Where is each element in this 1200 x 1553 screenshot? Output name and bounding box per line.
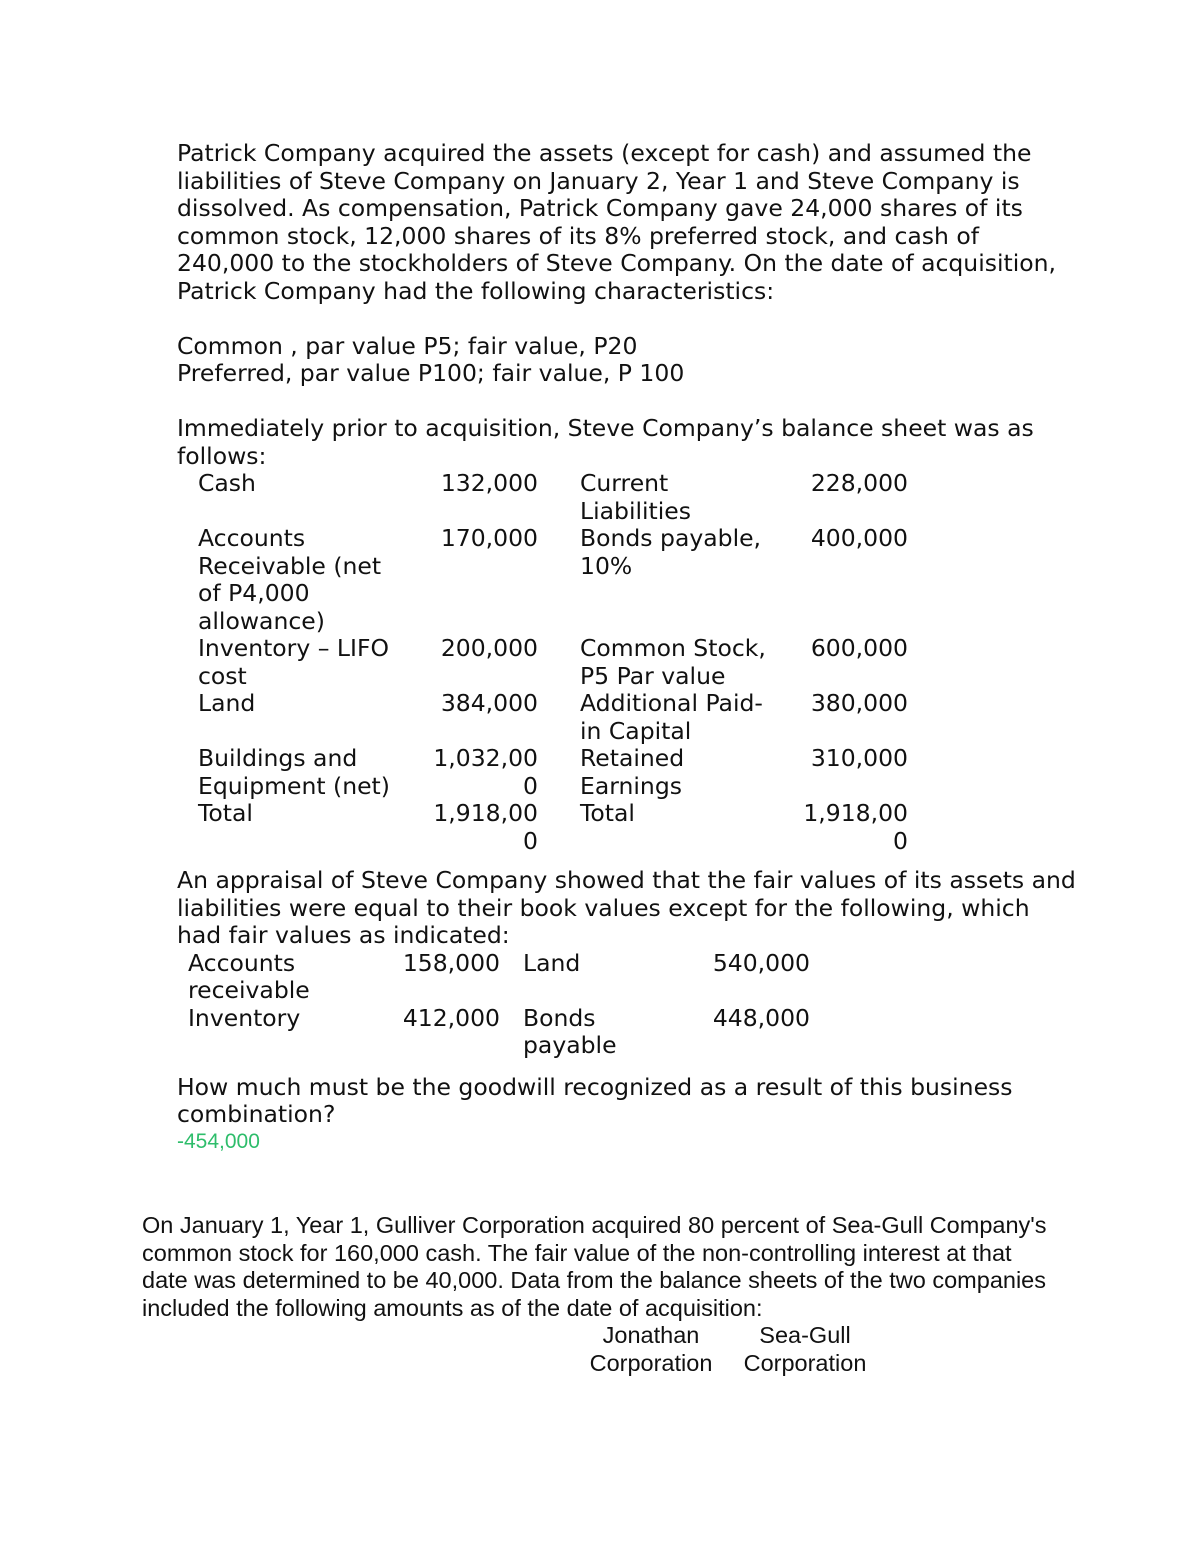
column-header-jonathan (576, 1322, 726, 1377)
table-cell: Total (198, 799, 253, 827)
column-header-line: Sea-Gull (759, 1322, 851, 1348)
table-cell: 600,000 (810, 634, 908, 662)
table-cell: Accounts Receivable (net of P4,000 allowance) (198, 524, 382, 635)
table-cell: Additional Paid-in Capital (580, 689, 763, 745)
table-cell: Buildings and Equipment (net) (198, 744, 390, 800)
table-cell: 412,000 (402, 1003, 500, 1032)
table-cell: 384,000 (440, 689, 538, 717)
column-header-line: Corporation (589, 1349, 713, 1376)
problem-1 (177, 140, 1077, 1155)
table-cell: Cash (198, 469, 256, 497)
table-cell: Bonds payable (523, 1003, 617, 1059)
table-cell: 132,000 (440, 469, 538, 497)
table-cell: Bonds payable, 10% (580, 524, 762, 580)
table-cell: Common Stock, P5 Par value (580, 634, 766, 690)
table-cell: Inventory – LIFO cost (198, 634, 389, 690)
table-cell: 310,000 (810, 744, 908, 772)
table-cell: 158,000 (402, 948, 500, 977)
table-cell: Retained Earnings (580, 744, 685, 800)
table-cell: 1,918,000 (433, 799, 538, 855)
table-cell: Accounts receivable (188, 948, 310, 1004)
table-cell: 1,918,000 (803, 799, 908, 855)
common-stock-line: Common , par value P5; fair value, P20 (177, 331, 638, 360)
table-cell: 380,000 (810, 689, 908, 717)
appraisal-intro: An appraisal of Steve Company showed that the fair values of its assets and liabilities were equal to their book values except for the following, which had fair values as indicated: (177, 866, 1076, 949)
table-cell: 170,000 (440, 524, 538, 552)
table-cell: 540,000 (712, 948, 810, 977)
problem-2 (142, 1212, 1062, 1382)
balance-sheet-intro: Immediately prior to acquisition, Steve Company’s balance sheet was as follows: (177, 414, 1034, 470)
table-cell: Current Liabilities (580, 469, 691, 525)
table-cell: 200,000 (440, 634, 538, 662)
column-header-sea-gull (730, 1322, 880, 1377)
problem-1-intro: Patrick Company acquired the assets (except for cash) and assumed the liabilities of Steve Company on January 2, Year 1 and Steve Company is dissolved. As compensation, Patrick Company gave 24,000 shares of its common stock, 12,000 shares of its 8% preferred stock, and cash of 240,000 to the stockholders of Steve Company. On the date of acquisition, Patrick Company had the following characteristics: (177, 139, 1056, 305)
fair-value-table (188, 950, 828, 1060)
problem-2-intro: On January 1, Year 1, Gulliver Corporation acquired 80 percent of Sea-Gull Company's common stock for 160,000 cash. The fair value of the non-controlling interest at that date was determined to be 40,000. Data from the balance sheets of the two companies included the following amounts as of the date of acquisition: (142, 1212, 1047, 1321)
table-cell: 228,000 (810, 469, 908, 497)
column-header-line: Jonathan (602, 1322, 700, 1348)
balance-sheet-table (198, 470, 933, 855)
company-column-headers (142, 1322, 1062, 1382)
goodwill-answer: -454,000 (177, 1129, 260, 1153)
column-header-line: Corporation (743, 1349, 867, 1376)
table-cell: Land (523, 948, 581, 977)
table-cell: Inventory (188, 1003, 301, 1032)
goodwill-question: How much must be the goodwill recognized as a result of this business combination? (177, 1072, 1013, 1128)
table-cell: 1,032,000 (433, 744, 538, 800)
table-cell: 448,000 (712, 1003, 810, 1032)
preferred-stock-line: Preferred, par value P100; fair value, P 100 (177, 359, 685, 387)
table-cell: 400,000 (810, 524, 908, 552)
table-cell: Total (580, 799, 635, 827)
table-cell: Land (198, 689, 256, 717)
